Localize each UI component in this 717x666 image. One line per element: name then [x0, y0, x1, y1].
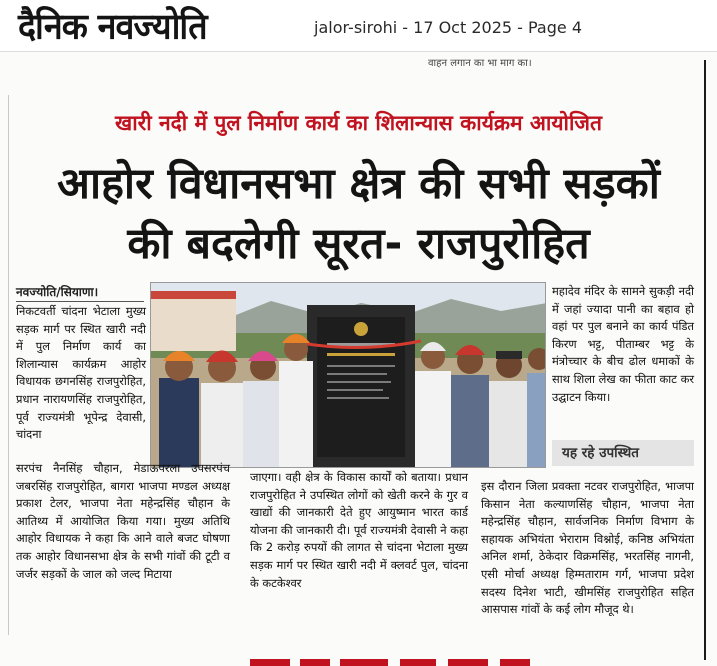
headline-line-1: आहोर विधानसभा क्षेत्र की सभी सड़कों [57, 159, 660, 209]
event-photo [150, 282, 546, 468]
subhead-attendees: यह रहे उपस्थित [562, 445, 639, 461]
next-article-cropped-headline [0, 652, 717, 666]
article-column-1: निकटवर्ती चांदना भेटाला मुख्य सड़क मार्ग पर स्थित खारी नदी में पुल निर्माण कार्य का शिलान्यास कार्यक्रम आहोर विधायक छगनसिंह राजपुरोहित, प्रधान नारायणसिंह राजपुरोहित, पूर्व राज्यमंत्री भूपेन्द्र देवासी, चांदना [16, 304, 146, 442]
article-column-3: महादेव मंदिर के सामने सुकड़ी नदी में जहां ज्यादा पानी का बहाव हो वहां पर पुल बनाने का कार्य पंडित किरण भट्ट, पीताम्बर भट्ट के मंत्रोच्चार के बीच ढोल धमाकों के साथ शिला लेख का फीता काट कर उद्घाटन किया। [552, 284, 694, 404]
page-edge-rule [704, 60, 706, 660]
masthead [0, 0, 717, 52]
byline-underline [16, 301, 144, 302]
headline-line-2: की बदलेगी सूरत- राजपुरोहित [127, 219, 590, 269]
article-column-4: इस दौरान जिला प्रवक्ता नटवर राजपुरोहित, भाजपा किसान नेता कल्याणसिंह चौहान, भाजपा नेता महेन्द्रसिंह चौहान, सार्वजनिक निर्माण विभाग के सहायक अभियंता भेराराम विश्नोई, कनिष्ठ अभियंता अनिल शर्मा, ठेकेदार विक्रमसिंह, भरतसिंह नागनी, एसी मोर्चा अध्यक्ष हिम्मताराम गर्ग, भाजपा प्रदेश सदस्य दिनेश भाटी, खीमसिंह राजपुरोहित सहित आसपास गांवों के कई लोग मौजूद थे। [481, 479, 694, 617]
article-kicker: खारी नदी में पुल निर्माण कार्य का शिलान्यास कार्यक्रम आयोजित [115, 111, 602, 135]
article-column-2: जाएगा। वही क्षेत्र के विकास कार्यों को बताया। प्रधान राजपुरोहित ने उपस्थित लोगों को खेती करने के गुर व खाद्यों की जानकारी देते हुए आयुष्मान भारत कार्ड योजना की जानकारी दी। पूर्व राज्यमंत्री देवासी ने कहा कि 2 करोड़ रुपयों की लागत से चांदना भेटाला मुख्य सड़क मार्ग पर स्थित खारी नदी में क्लवर्ट पुल, चांदना के कटकेश्वर [250, 470, 468, 590]
newspaper-logo: दैनिक नवज्योति [18, 6, 207, 49]
byline: नवज्योति/सियाणा। [16, 285, 99, 299]
edition-info: jalor-sirohi - 17 Oct 2025 - Page 4 [314, 18, 582, 37]
top-strip-fragment: वाहन लगान का भा माग का। [428, 58, 532, 69]
article-column-1-continued: सरपंच नैनसिंह चौहान, मेडाऊपरला उपसरपंच जबरसिंह राजपुरोहित, बागरा भाजपा मण्डल अध्यक्ष प्रकाश टेलर, भाजपा नेता महेन्द्रसिंह चौहान के आतिथ्य में आयोजित किया गया। मुख्य अतिथि आहोर विधायक ने कहा कि आने वाले बजट घोषणा तक आहोर विधानसभा क्षेत्र के सभी गांवों की टूटी व जर्जर सड़कों के जाल को जल्द मिटाया [16, 461, 230, 581]
